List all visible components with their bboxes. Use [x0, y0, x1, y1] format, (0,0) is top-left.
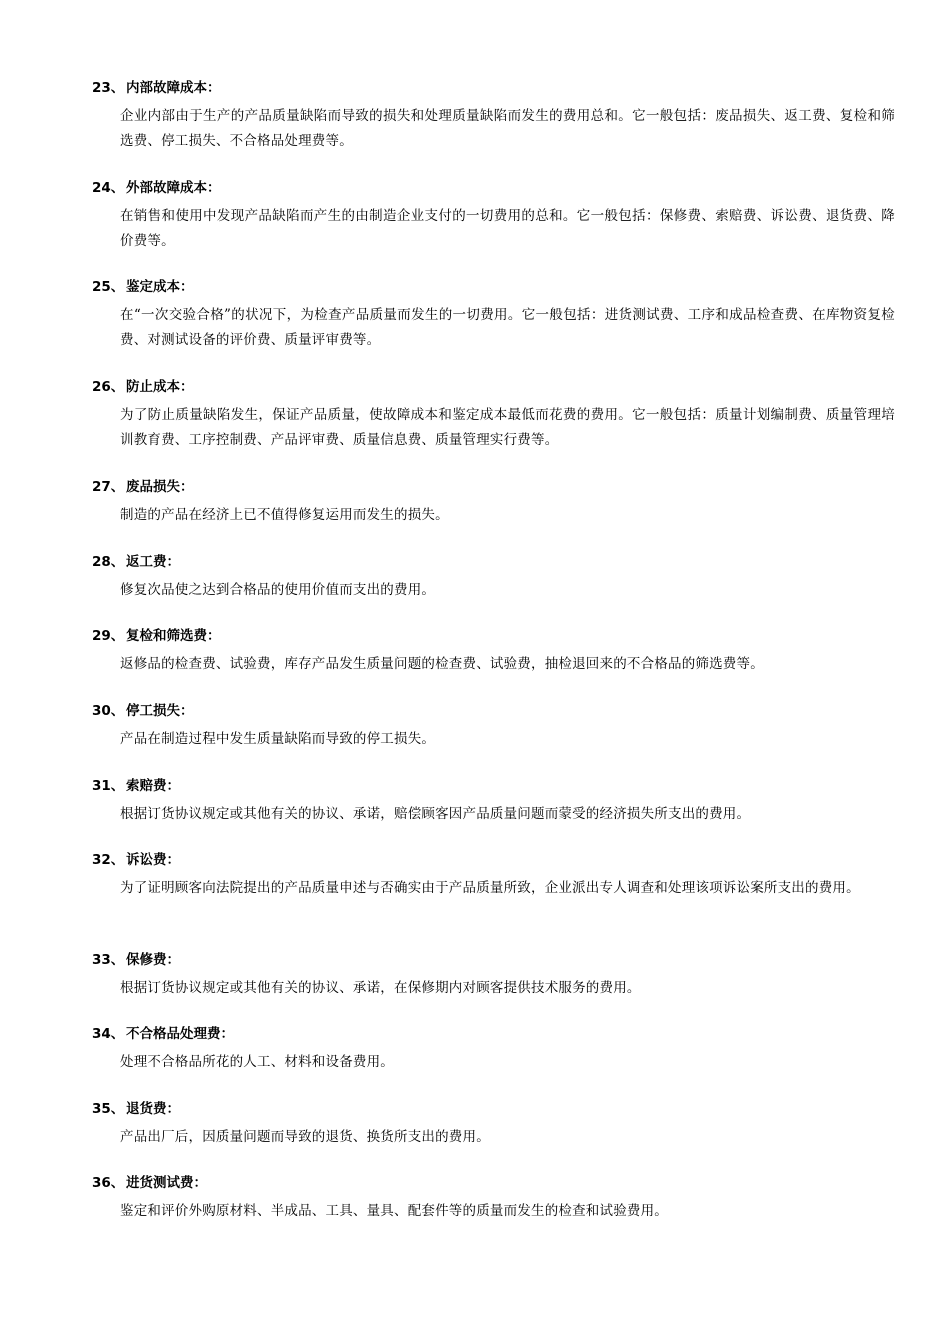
term-heading	[92, 1025, 892, 1043]
term-heading	[92, 1174, 892, 1192]
entry-31	[92, 777, 892, 827]
term-number: 31、	[92, 778, 125, 794]
term-title: 废品损失：	[126, 479, 194, 495]
term-title: 鉴定成本：	[126, 279, 194, 295]
term-heading	[92, 179, 892, 197]
term-definition: 处理不合格品所花的人工、材料和设备费用。	[120, 1054, 394, 1070]
term-number: 25、	[92, 279, 125, 295]
entry-35	[92, 1100, 892, 1150]
term-definition: 产品在制造过程中发生质量缺陷而导致的停工损失。	[120, 731, 436, 747]
entry-26	[92, 378, 895, 453]
term-number: 32、	[92, 852, 125, 868]
term-number: 27、	[92, 479, 125, 495]
term-heading	[92, 553, 892, 571]
term-definition: 修复次品使之达到合格品的使用价值而支出的费用。	[120, 582, 436, 598]
term-definition: 为了证明顾客向法院提出的产品质量申述与否确实由于产品质量所致，企业派出专人调查和处理该项诉讼案所支出的费用。	[120, 880, 860, 896]
entry-27	[92, 478, 892, 528]
term-number: 23、	[92, 80, 125, 96]
term-heading	[92, 1100, 892, 1118]
entry-23	[92, 79, 895, 154]
term-title: 不合格品处理费：	[126, 1026, 234, 1042]
term-heading	[92, 951, 892, 969]
term-number: 35、	[92, 1101, 125, 1117]
entry-36	[92, 1174, 892, 1224]
entry-24	[92, 179, 895, 254]
term-number: 28、	[92, 554, 125, 570]
term-title: 返工费：	[126, 554, 180, 570]
term-number: 24、	[92, 180, 125, 196]
entry-25	[92, 278, 895, 353]
term-title: 进货测试费：	[126, 1175, 207, 1191]
term-heading	[92, 79, 892, 97]
term-definition: 产品出厂后，因质量问题而导致的退货、换货所支出的费用。	[120, 1129, 490, 1145]
term-title: 内部故障成本：	[126, 80, 221, 96]
entry-30	[92, 702, 892, 752]
term-heading	[92, 627, 892, 645]
term-definition: 企业内部由于生产的产品质量缺陷而导致的损失和处理质量缺陷而发生的费用总和。它一般包括：废品损失、返工费、复检和筛选费、停工损失、不合格品处理费等。	[120, 108, 895, 149]
entry-33	[92, 951, 892, 1001]
term-definition: 为了防止质量缺陷发生，保证产品质量，使故障成本和鉴定成本最低而花费的费用。它一般包括：质量计划编制费、质量管理培训教育费、工序控制费、产品评审费、质量信息费、质量管理实行费等。	[120, 407, 895, 448]
term-number: 30、	[92, 703, 125, 719]
term-heading	[92, 702, 892, 720]
term-title: 诉讼费：	[126, 852, 180, 868]
term-title: 索赔费：	[126, 778, 180, 794]
term-definition: 根据订货协议规定或其他有关的协议、承诺，赔偿顾客因产品质量问题而蒙受的经济损失所支出的费用。	[120, 806, 751, 822]
term-number: 34、	[92, 1026, 125, 1042]
entry-28	[92, 553, 892, 603]
term-heading	[92, 777, 892, 795]
term-definition: 返修品的检查费、试验费，库存产品发生质量问题的检查费、试验费，抽检退回来的不合格品的筛选费等。	[120, 656, 764, 672]
term-number: 26、	[92, 379, 125, 395]
term-title: 停工损失：	[126, 703, 194, 719]
entry-29	[92, 627, 892, 677]
term-title: 外部故障成本：	[126, 180, 221, 196]
term-number: 36、	[92, 1175, 125, 1191]
term-title: 复检和筛选费：	[126, 628, 221, 644]
entry-32	[92, 851, 892, 901]
entry-34	[92, 1025, 892, 1075]
term-definition: 制造的产品在经济上已不值得修复运用而发生的损失。	[120, 507, 449, 523]
term-heading	[92, 378, 892, 396]
term-title: 防止成本：	[126, 379, 194, 395]
term-title: 退货费：	[126, 1101, 180, 1117]
term-heading	[92, 851, 892, 869]
term-heading	[92, 278, 892, 296]
term-definition: 在“一次交验合格”的状况下，为检查产品质量而发生的一切费用。它一般包括：进货测试费、工序和成品检查费、在库物资复检费、对测试设备的评价费、质量评审费等。	[120, 307, 895, 348]
term-number: 29、	[92, 628, 125, 644]
term-definition: 根据订货协议规定或其他有关的协议、承诺，在保修期内对顾客提供技术服务的费用。	[120, 980, 641, 996]
term-heading	[92, 478, 892, 496]
term-title: 保修费：	[126, 952, 180, 968]
term-number: 33、	[92, 952, 125, 968]
term-definition: 鉴定和评价外购原材料、半成品、工具、量具、配套件等的质量而发生的检查和试验费用。	[120, 1203, 668, 1219]
term-definition: 在销售和使用中发现产品缺陷而产生的由制造企业支付的一切费用的总和。它一般包括：保修费、索赔费、诉讼费、退货费、降价费等。	[120, 208, 895, 249]
